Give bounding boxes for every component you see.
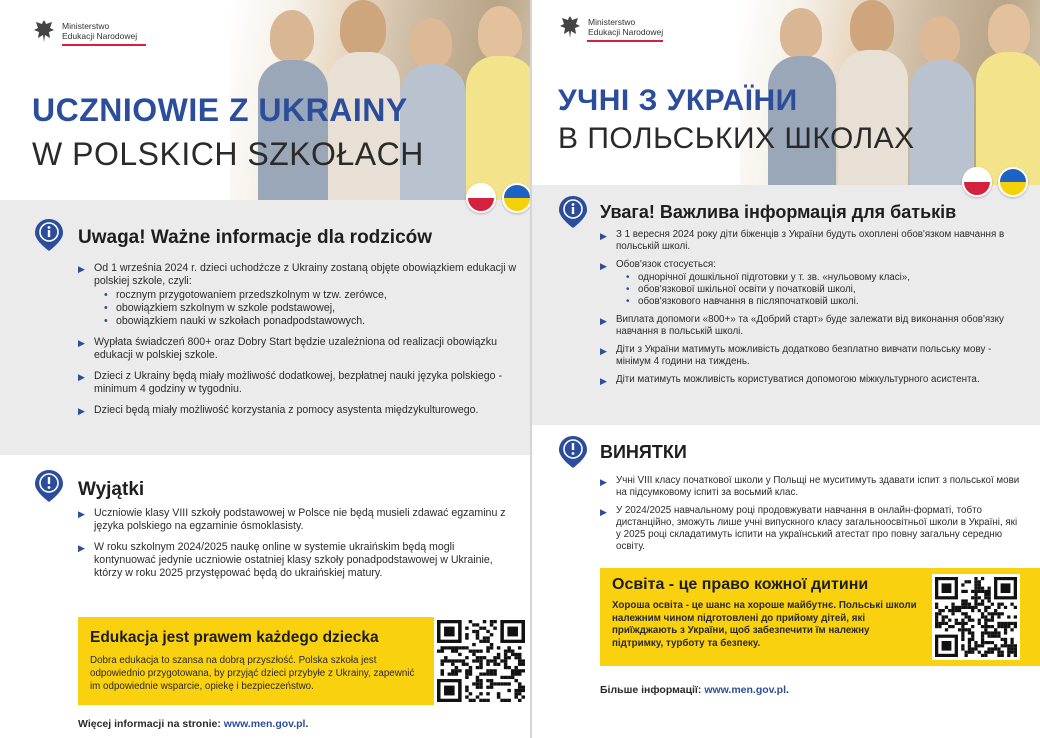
list-item: ▶ Dzieci z Ukrainy będą miały możliwość dodatkowej, bezpłatnej nauki języka polskiego - minimum 4 godziny w tygodniu. <box>78 370 518 396</box>
more-info-end: . <box>305 718 309 730</box>
poland-flag-icon <box>962 167 992 197</box>
qr-code-icon[interactable] <box>932 574 1020 660</box>
list-item: ▶ Dzieci będą miały możliwość korzystania z pomocy asystenta międzykulturowego. <box>78 404 518 417</box>
sub-list <box>94 289 518 328</box>
page-title-line2: В ПОЛЬСЬКИХ ШКОЛАХ <box>558 122 915 155</box>
info-list <box>600 229 1020 392</box>
info-icon <box>558 195 588 229</box>
poster-header <box>0 0 530 200</box>
website-link[interactable]: www.men.gov.pl <box>704 684 786 696</box>
page-title-line1: УЧНІ З УКРАЇНИ <box>558 84 798 117</box>
list-item: ▶ Діти з України матимуть можливість додатково безплатно вивчати польську мову - мінімум 4 години на тиждень. <box>600 344 1020 368</box>
box-title: Edukacja jest prawem każdego dziecka <box>90 629 379 646</box>
qr-code-icon[interactable] <box>434 617 528 705</box>
ministry-logo <box>32 18 137 44</box>
list-item: ▶ W roku szkolnym 2024/2025 naukę online w systemie ukraińskim będą mogli kontynuować jedynie uczniowie ostatniej klasy szkoły ponadpodstawowej w Ukrainie, którzy w roku 2025 przystępować będą do ukraińskiej matury. <box>78 541 518 580</box>
exceptions-list <box>600 475 1020 559</box>
eagle-icon <box>558 14 582 40</box>
logo-line1: Ministerstwo <box>588 17 636 27</box>
list-item: • однорічної дошкільної підготовки у т. зв. «нульовому класі», <box>616 272 1020 284</box>
list-item: • обов'язкової шкільної освіти у початковій школі, <box>616 284 1020 296</box>
exclamation-icon <box>34 469 64 503</box>
info-section <box>532 185 1040 425</box>
list-item: ▶ Учні VIII класу початкової школи у Польщі не муситимуть здавати іспит з польської мови на підсумковому іспиті за восьмий клас. <box>600 475 1020 499</box>
box-text: Хороша освіта - це шанс на хороше майбутнє. Польські школи належним чином підготовлені до прийому дітей, які приїжджають з України, щоб забезпечити їм належну підтримку, турботу та безпеку. <box>612 600 917 649</box>
list-item: • rocznym przygotowaniem przedszkolnym w tzw. zerówce, <box>94 289 518 302</box>
logo-underline <box>587 40 663 42</box>
website-link[interactable]: www.men.gov.pl <box>223 718 306 730</box>
more-info-label: Więcej informacji na stronie: <box>78 718 224 730</box>
logo-line2: Edukacji Narodowej <box>588 27 664 37</box>
exceptions-heading: ВИНЯТКИ <box>600 442 687 462</box>
exceptions-list <box>78 507 518 588</box>
list-item: • обов'язкового навчання в післяпочатковій школі. <box>616 296 1020 308</box>
page-title-line2: W POLSKICH SZKOŁACH <box>32 136 424 172</box>
page-title-line1: UCZNIOWIE Z UKRAINY <box>32 92 408 128</box>
flags <box>466 183 530 213</box>
flags <box>962 167 1028 197</box>
list-item: ▶ Обов'язок стосується: • однорічної дошкільної підготовки у т. зв. «нульовому класі», • обов'язкової шкільної освіти у початковій школі, • обов'язкового навчання в післяпочатковій школі. <box>600 259 1020 308</box>
info-heading: Увага! Важлива інформація для батьків <box>600 202 957 222</box>
info-list <box>78 262 518 425</box>
list-item: • obowiązkiem nauki w szkołach ponadpodstawowych. <box>94 315 518 328</box>
poster-header <box>532 0 1040 185</box>
ukraine-flag-icon <box>502 183 530 213</box>
poland-flag-icon <box>466 183 496 213</box>
list-item: ▶ З 1 вересня 2024 року діти біженців з України будуть охоплені обов'язком навчання в польській школі. <box>600 229 1020 253</box>
info-icon <box>34 218 64 252</box>
logo-line2: Edukacji Narodowej <box>62 31 138 41</box>
education-right-box <box>78 617 528 705</box>
education-right-box <box>600 568 1040 666</box>
list-item: ▶ Od 1 września 2024 r. dzieci uchodźcze z Ukrainy zostaną objęte obowiązkiem edukacji w polskiej szkole, czyli: • rocznym przygotowaniem przedszkolnym w tzw. zerówce, • obowiązkiem szkolnym w szkole podstawowej, • obowiązkiem nauki w szkołach ponadpodstawowych. <box>78 262 518 328</box>
list-item: ▶ Виплата допомоги «800+» та «Добрий старт» буде залежати від виконання обов'язку навчання в польській школі. <box>600 314 1020 338</box>
logo-underline <box>62 44 146 46</box>
info-heading: Uwaga! Ważne informacje dla rodziców <box>78 227 433 248</box>
eagle-icon <box>32 18 56 44</box>
poster-ukrainian <box>530 0 1040 738</box>
exclamation-icon <box>558 435 588 469</box>
more-info <box>78 718 308 730</box>
exceptions-heading: Wyjątki <box>78 479 145 500</box>
exceptions-section <box>0 455 530 620</box>
box-title: Освіта - це право кожної дитини <box>612 576 869 593</box>
list-item: ▶ У 2024/2025 навчальному році продовжувати навчання в онлайн-форматі, тобто дистанційно, зможуть лише учні випускного класу загальноосвітньої школи в Україні, які у 2025 році складатимуть іспити на український атестат про повну загальну середню освіту. <box>600 505 1020 553</box>
more-info <box>600 684 789 696</box>
ukraine-flag-icon <box>998 167 1028 197</box>
exceptions-section <box>532 425 1040 565</box>
info-section <box>0 200 530 455</box>
logo-line1: Ministerstwo <box>62 21 110 31</box>
more-info-label: Більше інформації: <box>600 684 705 696</box>
sub-list <box>616 272 1020 308</box>
list-item: • obowiązkiem szkolnym w szkole podstawowej, <box>94 302 518 315</box>
more-info-end: . <box>786 684 789 696</box>
list-item: ▶ Діти матимуть можливість користуватися допомогою міжкультурного асистента. <box>600 374 1020 386</box>
ministry-logo <box>558 14 663 40</box>
list-item: ▶ Wypłata świadczeń 800+ oraz Dobry Start będzie uzależniona od realizacji obowiązku edukacji w polskiej szkole. <box>78 336 518 362</box>
box-text: Dobra edukacja to szansa na dobrą przyszłość. Polska szkoła jest odpowiednio przygotowana, by przyjąć dzieci przybyłe z Ukrainy, zapewnić im odpowiednie wsparcie, opiekę i bezpieczeństwo. <box>90 655 415 692</box>
list-item: ▶ Uczniowie klasy VIII szkoły podstawowej w Polsce nie będą musieli zdawać egzaminu z języka polskiego na egzaminie ósmoklasisty. <box>78 507 518 533</box>
